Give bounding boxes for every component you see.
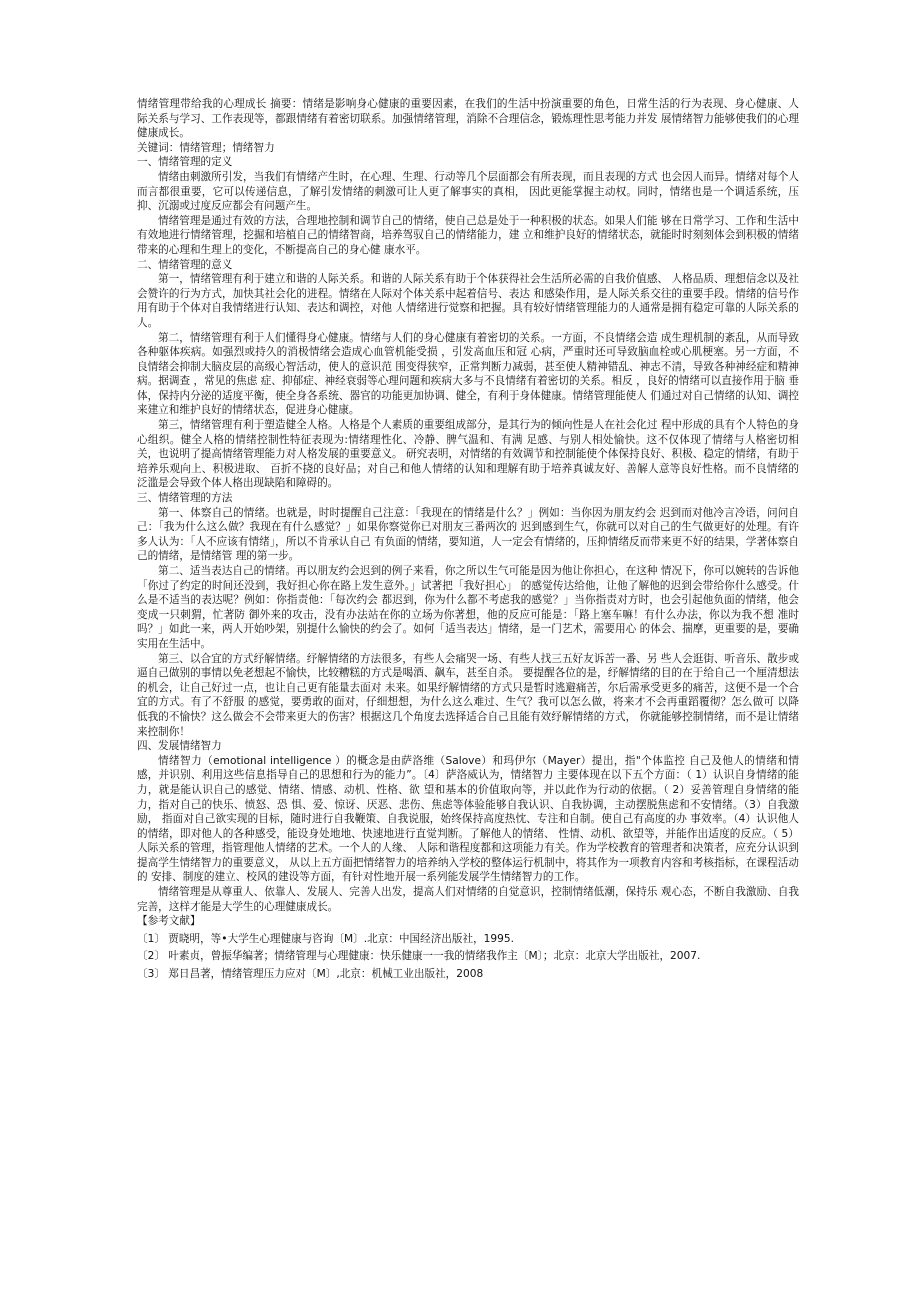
section-heading-1: 一、情绪管理的定义 <box>137 156 233 169</box>
paragraph: 情绪由刺激所引发，当我们有情绪产生时，在心理、生理、行动等几个层面都会有所表现，而且表现的方式 也会因人而异。情绪对每个人而言都很重要，它可以传递信息，了解引发情绪的刺激可让人更了解事实的真相， 因此更能掌握主动权。同时，情绪也是一个调适系统，压抑、沉溺或过度反应都会有问题产生。 <box>137 170 799 213</box>
paragraph: 情绪管理是通过有效的方法，合理地控制和调节自己的情绪，使自己总是处于一种积极的状态。如果人们能 够在日常学习、工作和生活中有效地进行情绪管理，挖掘和培植自己的情绪智商，培养驾驭自己的情绪能力，建 立和维护良好的情绪状态，就能时时刻刻体会到积极的情绪带来的心理和生理上的变化，不断提高自己的身心健 康水平。 <box>137 214 799 256</box>
document-body <box>137 97 799 982</box>
section-heading-2: 二、情绪管理的意义 <box>137 258 233 271</box>
reference-item: 〔3〕 郑日昌著，情绪管理压力应对〔M〕,北京：机械工业出版社，2008 <box>137 968 484 981</box>
keywords: 关键词：情绪管理；情绪智力 <box>137 141 275 154</box>
title-abstract: 情绪管理带给我的心理成长 摘要：情绪是影响身心健康的重要因素，在我们的生活中扮演重要的角色，日常生活的行为表现、身心健康、人 际关系与学习、工作表现等，都跟情绪有着密切联系。加强情绪管理，消除不合理信念，锻炼理性思考能力并发 展情绪智力能够使我们的心理健康成长。 <box>137 98 799 140</box>
paragraph: 情绪管理是从尊重人、依靠人、发展人、完善人出发，提高人们对情绪的自觉意识，控制情绪低潮，保持乐 观心态，不断自我激励、自我完善，这样才能是大学生的心理健康成长。 <box>137 886 799 913</box>
section-heading-4: 四、发展情绪智力 <box>137 740 222 753</box>
paragraph: 第三、以合宜的方式纾解情绪。纾解情绪的方法很多，有些人会痛哭一场、有些人找三五好友诉苦一番、另 些人会逛街、听音乐、散步或逼自己做别的事情以免老想起不愉快，比较糟糕的方式是喝酒、飙车，甚至自杀。 要提醒各位的是，纾解情绪的目的在于给自己一个厘清想法的机会，让自己好过一点，也让自己更有能量去面对 未来。如果纾解情绪的方式只是暂时逃避痛苦，尔后需承受更多的痛苦，这便不是一个合宜的方式。有了不舒服 的感觉，要勇敢的面对，仔细想想，为什么这么难过、生气？我可以怎么做，将来才不会再重蹈覆彻？怎么做可 以降低我的不愉快？这么做会不会带来更大的伤害？根据这几个角度去选择适合自己且能有效纾解情绪的方式， 你就能够控制情绪，而不是让情绪来控制你！ <box>137 652 799 738</box>
paragraph: 第二、适当表达自己的情绪。再以朋友约会迟到的例子来看，你之所以生气可能是因为他让你担心，在这种 情况下，你可以婉转的告诉他「你过了约定的时间还没到，我好担心你在路上发生意外。」试著把「我好担心」 的感觉传达给他，让他了解他的迟到会带给你什么感受。什么是不适当的表达呢？例如：你指责他：「每次约会 都迟到，你为什么都不考虑我的感觉？」当你指责对方时，也会引起他负面的情绪，他会变成一只刺猬，忙著防 御外来的攻击，没有办法站在你的立场为你著想，他的反应可能是：「路上塞车嘛！有什么办法，你以为我不想 准时吗？」如此一来，两人开始吵架，别提什么愉快的约会了。如何「适当表达」情绪，是一门艺术，需要用心 的体会、揣摩，更重要的是，要确实用在生活中。 <box>137 565 799 650</box>
reference-item: 〔2〕 叶素贞，曾振华编著；情绪管理与心理健康：快乐健康一一我的情绪我作主〔M〕；北京：北京大学出版社，2007. <box>137 950 701 963</box>
section-heading-3: 三、情绪管理的方法 <box>137 492 233 505</box>
paragraph: 第三，情绪管理有利于塑造健全人格。人格是个人素质的重要组成部分，是其行为的倾向性是人在社会化过 程中形成的具有个人特色的身心组织。健全人格的情绪控制性特征表现为:情绪理性化、冷静、脾气温和、有满 足感、与别人相处愉快。这不仅体现了情绪与人格密切相关，也说明了提高情绪管理能力对人格发展的重要意义。 研究表明，对情绪的有效调节和控制能使个体保持良好、积极、稳定的情绪，有助于培养乐观向上、积极进取、 百折不挠的良好品；对自己和他人情绪的认知和理解有助于培养真诚友好、善解人意等良好性格。而不良情绪的 泛滥是会导致个体人格出现缺陷和障碍的。 <box>137 419 799 490</box>
references-heading: 【参考文献】 <box>137 915 201 928</box>
reference-item: 〔1〕 贾晓明，等•大学生心理健康与咨询〔M〕.北京：中国经济出版社，1995. <box>137 932 515 945</box>
paragraph: 第二，情绪管理有利于人们懂得身心健康。情绪与人们的身心健康有着密切的关系。一方面，不良情绪会造 成生理机制的紊乱，从而导致各种躯体疾病。如强烈或持久的消极情绪会造成心血管机能受损 ，引发高血压和冠 心病，严重时还可导致脑血栓或心肌梗塞。另一方面，不良情绪会抑制大脑皮层的高级心智活动，使人的意识范 围变得狭窄，正常判断力减弱，甚至使人精神错乱、神志不清，导致各种神经症和精神病。据调查 ，常见的焦虑 症、抑郁症、神经衰弱等心理问题和疾病大多与不良情绪有着密切的关系。相反 ，良好的情绪可以直接作用于脑 垂体，保持内分泌的适度平衡，使全身各系统、器官的功能更加协调、健全，有利于身体健康。情绪管理能使人 们通过对自己情绪的认知、调控来建立和维护良好的情绪状态，促进身心健康。 <box>137 331 799 417</box>
paragraph: 情绪智力（emotional intelligence ）的概念是由萨洛维（Salove）和玛伊尔（Mayer）提出，指"个体监控 自己及他人的情绪和情感，并识别、利用这些信息指导自己的思想和行为的能力”。〔4〕萨洛威认为，情绪智力 主要体现在以下五个方面：（ 1）认识自身情绪的能力，就是能认识自己的感觉、情绪、情感、动机、性格、欲 望和基本的价值取向等，并以此作为行动的依据。（ 2）妥善管理自身情绪的能力，指对自己的快乐、愤怒、恐 惧、爱、惊讶、厌恶、悲伤、焦虑等体验能够自我认识、自我协调，主动摆脱焦虑和不安情绪。（3）自我激励， 指面对自己欲实现的目标，随时进行自我鞭策、自我说服，始终保持高度热忱、专注和自制。使自己有高度的办 事效率。（4）认识他人的情绪，即对他人的各种感受，能设身处地地、快速地进行直觉判断。了解他人的情绪、 性情、动机、欲望等，并能作出适度的反应。（ 5）人际关系的管理，指管理他人情绪的艺术。一个人的人缘、 人际和谐程度都和这项能力有关。作为学校教育的管理者和决策者，应充分认识到提高学生情绪智力的重要意义， 从以上五方面把情绪智力的培养纳入学校的整体运行机制中，将其作为一项教育内容和考核指标，在课程活动的 安排、制度的建立、校风的建设等方面，有针对性地开展一系列能发展学生情绪智力的工作。 <box>137 754 799 884</box>
paragraph: 第一、体察自己的情绪。也就是，时时提醒自己注意：「我现在的情绪是什么？」例如：当你因为朋友约会 迟到而对他冷言冷语，问问自己：「我为什么这么做？我现在有什么感觉？」如果你察觉你已对朋友三番两次的 迟到感到生气，你就可以对自己的生气做更好的处理。有许多人认为：「人不应该有情绪」，所以不肯承认自己 有负面的情绪，要知道，人一定会有情绪的，压抑情绪反而带来更不好的结果，学著体察自己的情绪，是情绪管 理的第一步。 <box>137 506 799 563</box>
paragraph: 第一，情绪管理有利于建立和谐的人际关系。和谐的人际关系有助于个体获得社会生活所必需的自我价值感、 人格品质、理想信念以及社会赞许的行为方式，加快其社会化的进程。情绪在人际对个体关系中起着信号、表达 和感染作用，是人际关系交往的重要手段。情绪的信号作用有助于个体对自我情绪进行认知、表达和调控，对他 人情绪进行觉察和把握。具有较好情绪管理能力的人通常是拥有稳定可靠的人际关系的人。 <box>137 273 799 329</box>
